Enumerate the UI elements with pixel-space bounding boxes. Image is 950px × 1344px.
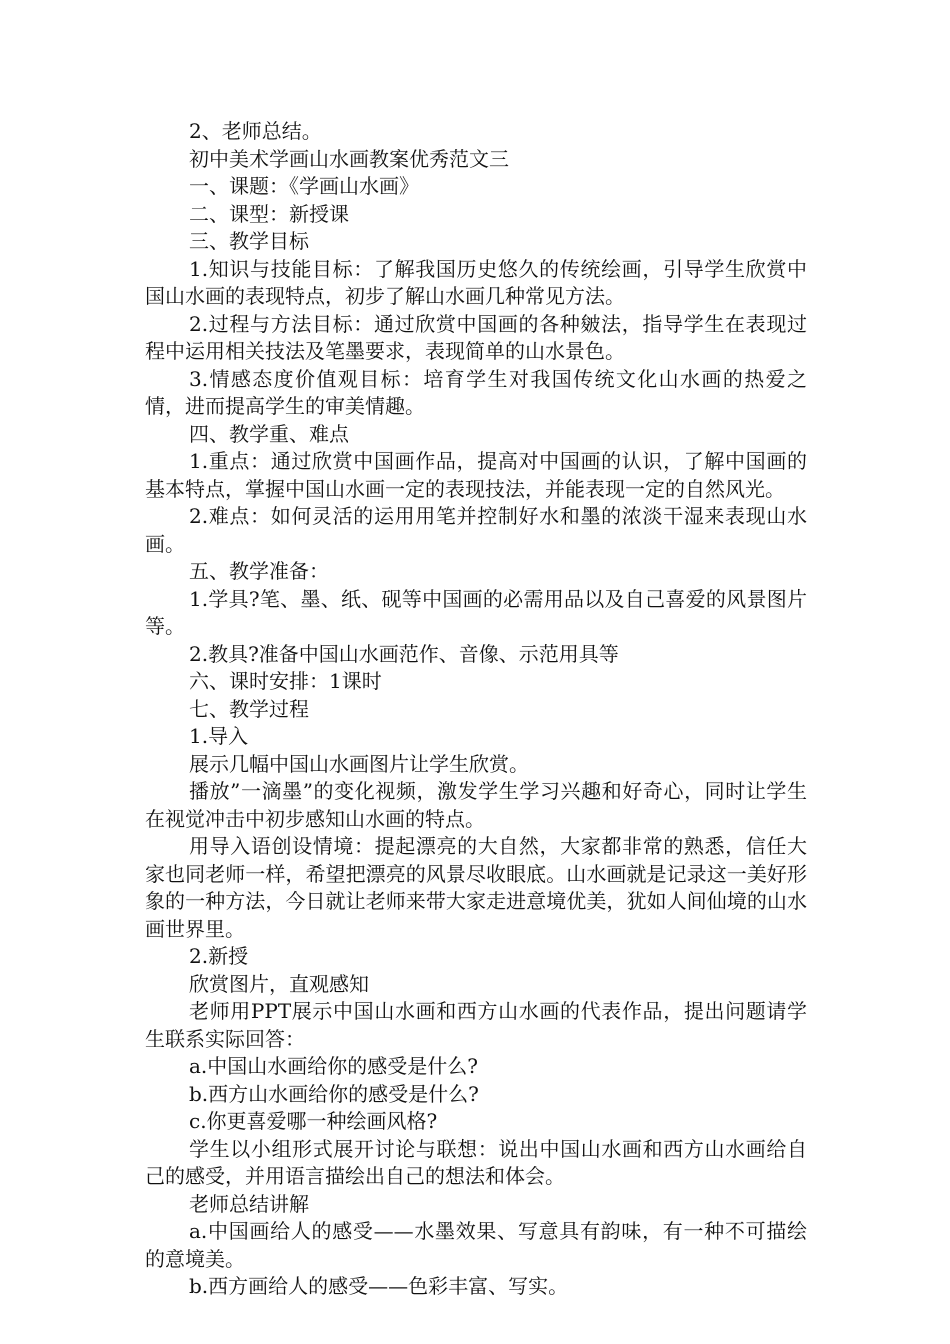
paragraph: 2.过程与方法目标：通过欣赏中国画的各种皴法，指导学生在表现过程中运用相关技法及笔墨要求，表现简单的山水景色。 bbox=[145, 311, 807, 363]
paragraph: 一、课题：《学画山水画》 bbox=[189, 174, 419, 198]
paragraph: b.西方画给人的感受——色彩丰富、写实。 bbox=[189, 1274, 569, 1298]
paragraph: 二、课型：新授课 bbox=[189, 201, 349, 226]
paragraph: 1.重点：通过欣赏中国画作品，提高对中国画的认识，了解中国画的基本特点，掌握中国山水画一定的表现技法，并能表现一定的自然风光。 bbox=[145, 449, 807, 501]
paragraph: 七、教学过程 bbox=[189, 696, 309, 721]
paragraph: 2.教具?准备中国山水画范作、音像、示范用具等 bbox=[189, 641, 619, 666]
paragraph: 学生以小组形式展开讨论与联想：说出中国山水画和西方山水画给自己的感受，并用语言描绘出自己的想法和体会。 bbox=[145, 1136, 807, 1188]
paragraph: 老师用PPT展示中国山水画和西方山水画的代表作品，提出问题请学生联系实际回答： bbox=[145, 999, 807, 1051]
paragraph: 展示几幅中国山水画图片让学生欣赏。 bbox=[189, 751, 529, 776]
paragraph: a.中国画给人的感受——水墨效果、写意具有韵味，有一种不可描绘的意境美。 bbox=[145, 1219, 807, 1271]
paragraph: 六、课时安排：1课时 bbox=[189, 669, 382, 693]
paragraph: 2.难点：如何灵活的运用用笔并控制好水和墨的浓淡干湿来表现山水画。 bbox=[145, 504, 807, 556]
paragraph: 欣赏图片，直观感知 bbox=[189, 971, 369, 996]
paragraph: 五、教学准备： bbox=[189, 559, 329, 583]
paragraph: 播放”一滴墨”的变化视频，激发学生学习兴趣和好奇心，同时让学生在视觉冲击中初步感知山水画的特点。 bbox=[145, 779, 807, 831]
paragraph: 1.学具?笔、墨、纸、砚等中国画的必需用品以及自己喜爱的风景图片等。 bbox=[145, 586, 807, 638]
paragraph: 2.新授 bbox=[189, 944, 249, 968]
paragraph: 四、教学重、难点 bbox=[189, 421, 349, 446]
paragraph: 初中美术学画山水画教案优秀范文三 bbox=[189, 146, 509, 171]
document-body bbox=[145, 118, 807, 1301]
paragraph: c.你更喜爱哪一种绘画风格? bbox=[189, 1109, 438, 1133]
paragraph: 用导入语创设情境：提起漂亮的大自然，大家都非常的熟悉，信任大家也同老师一样，希望把漂亮的风景尽收眼底。山水画就是记录这一美好形象的一种方法，今日就让老师来带大家走进意境优美，犹如人间仙境的山水画世界里。 bbox=[145, 834, 807, 941]
paragraph: 1.导入 bbox=[189, 724, 249, 748]
paragraph: 3.情感态度价值观目标：培育学生对我国传统文化山水画的热爱之情，进而提高学生的审美情趣。 bbox=[145, 366, 807, 418]
paragraph: a.中国山水画给你的感受是什么? bbox=[189, 1054, 479, 1078]
paragraph: b.西方山水画给你的感受是什么? bbox=[189, 1081, 479, 1106]
paragraph: 2、老师总结。 bbox=[189, 119, 322, 143]
paragraph: 1.知识与技能目标：了解我国历史悠久的传统绘画，引导学生欣赏中国山水画的表现特点，初步了解山水画几种常见方法。 bbox=[145, 256, 807, 308]
paragraph: 老师总结讲解 bbox=[189, 1191, 309, 1216]
paragraph: 三、教学目标 bbox=[189, 229, 309, 253]
